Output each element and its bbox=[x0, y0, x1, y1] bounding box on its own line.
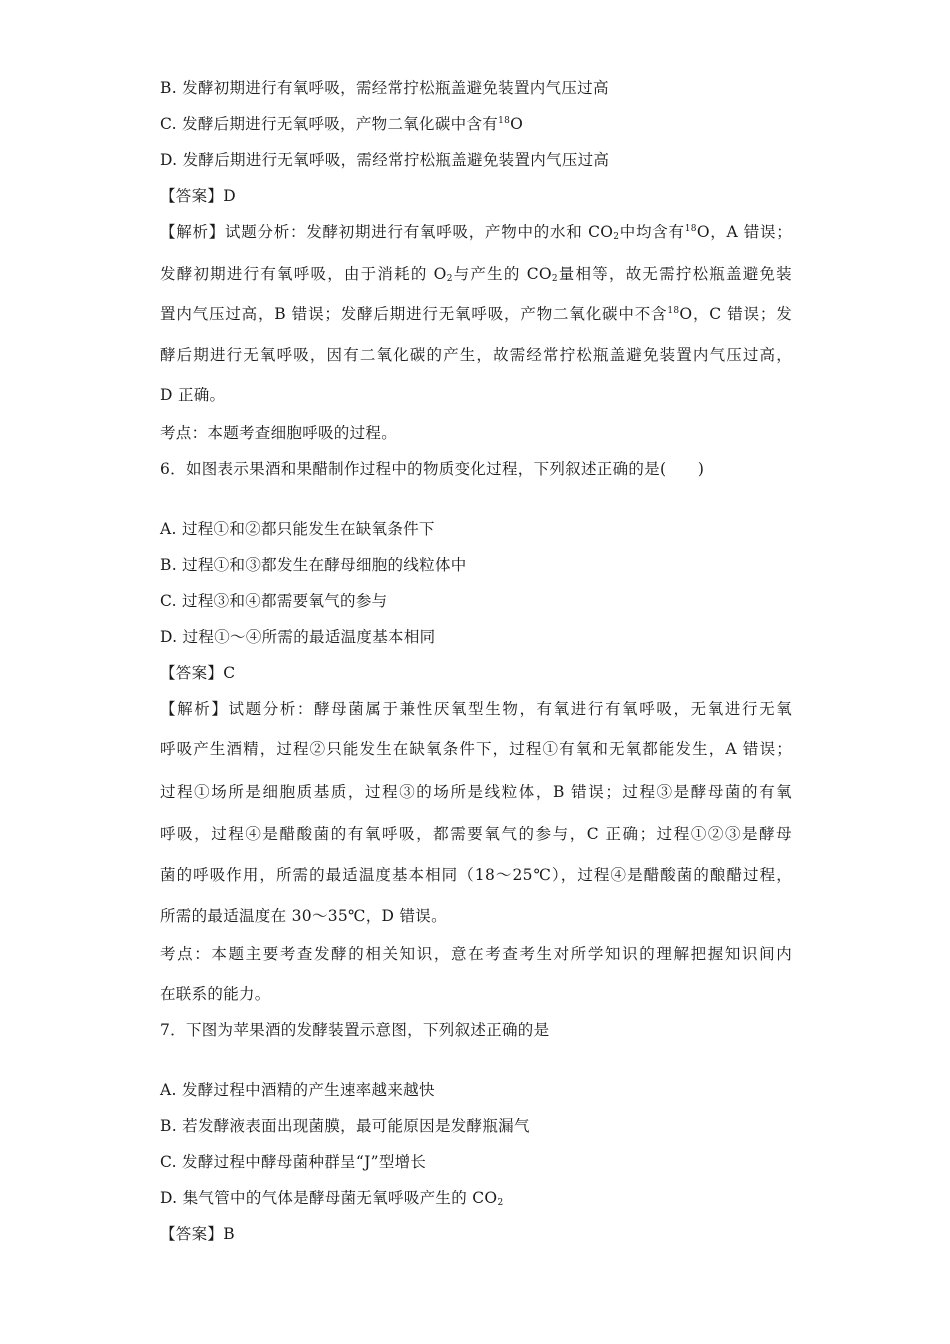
q6-explanation-line: 所需的最适温度在 30～35℃，D 错误。 bbox=[160, 907, 447, 925]
q5-kaodian: 考点：本题考查细胞呼吸的过程。 bbox=[160, 424, 398, 442]
q5-explanation-line: D 正确。 bbox=[160, 386, 226, 404]
q7-option-b: B. 若发酵液表面出现菌膜，最可能原因是发酵瓶漏气 bbox=[160, 1117, 530, 1135]
q6-kaodian: 考点：本题主要考查发酵的相关知识，意在考查考生对所学知识的理解把握知识间内 bbox=[160, 945, 792, 963]
q6-explanation-line: 菌的呼吸作用，所需的最适温度基本相同（18～25℃），过程④是醋酸菌的酿醋过程， bbox=[160, 866, 792, 884]
q5-answer: 【答案】D bbox=[160, 187, 236, 205]
q7-answer: 【答案】B bbox=[160, 1225, 235, 1243]
q7-option-a: A. 发酵过程中酒精的产生速率越来越快 bbox=[160, 1081, 435, 1099]
q5-option-b: B. 发酵初期进行有氧呼吸，需经常拧松瓶盖避免装置内气压过高 bbox=[160, 79, 609, 97]
q6-explanation-line: 呼吸产生酒精，过程②只能发生在缺氧条件下，过程①有氧和无氧都能发生，A 错误； bbox=[160, 740, 792, 758]
q5-explanation-line: 置内气压过高，B 错误；发酵后期进行无氧呼吸，产物二氧化碳中不含$^{18}$O，C 错误；发 bbox=[160, 305, 792, 323]
q6-option-b: B. 过程①和③都发生在酵母细胞的线粒体中 bbox=[160, 556, 467, 574]
q6-explanation-line: 【解析】试题分析：酵母菌属于兼性厌氧型生物，有氧进行有氧呼吸，无氧进行无氧 bbox=[160, 700, 792, 718]
q7-option-c: C. 发酵过程中酵母菌种群呈“J”型增长 bbox=[160, 1153, 427, 1171]
q5-explanation-line: 【解析】试题分析：发酵初期进行有氧呼吸，产物中的水和 $CO_2$中均含有$^{18}$O，A 错误； bbox=[160, 223, 793, 242]
q6-kaodian: 在联系的能力。 bbox=[160, 985, 271, 1003]
q6-explanation-line: 呼吸，过程④是醋酸菌的有氧呼吸，都需要氧气的参与，C 正确；过程①②③是酵母 bbox=[160, 825, 792, 843]
q7-option-d: D. 集气管中的气体是酵母菌无氧呼吸产生的 $CO_2$ bbox=[160, 1189, 504, 1208]
q6-stem: 6．如图表示果酒和果醋制作过程中的物质变化过程，下列叙述正确的是( ) bbox=[160, 460, 705, 478]
q6-option-d: D. 过程①～④所需的最适温度基本相同 bbox=[160, 628, 436, 646]
q6-explanation-line: 过程①场所是细胞质基质，过程③的场所是线粒体，B 错误；过程③是酵母菌的有氧 bbox=[160, 783, 792, 801]
q6-answer: 【答案】C bbox=[160, 664, 236, 682]
q5-option-c: C. 发酵后期进行无氧呼吸，产物二氧化碳中含有$^{18}$O bbox=[160, 115, 524, 133]
q5-explanation-line: 酵后期进行无氧呼吸，因有二氧化碳的产生，故需经常拧松瓶盖避免装置内气压过高， bbox=[160, 346, 792, 364]
q5-explanation-line: 发酵初期进行有氧呼吸，由于消耗的 $O_2$与产生的 $CO_2$量相等，故无需拧松瓶盖避免装 bbox=[160, 265, 792, 284]
q7-stem: 7．下图为苹果酒的发酵装置示意图，下列叙述正确的是 bbox=[160, 1021, 550, 1039]
q6-option-a: A. 过程①和②都只能发生在缺氧条件下 bbox=[160, 520, 435, 538]
q6-option-c: C. 过程③和④都需要氧气的参与 bbox=[160, 592, 388, 610]
q5-option-d: D. 发酵后期进行无氧呼吸，需经常拧松瓶盖避免装置内气压过高 bbox=[160, 151, 610, 169]
